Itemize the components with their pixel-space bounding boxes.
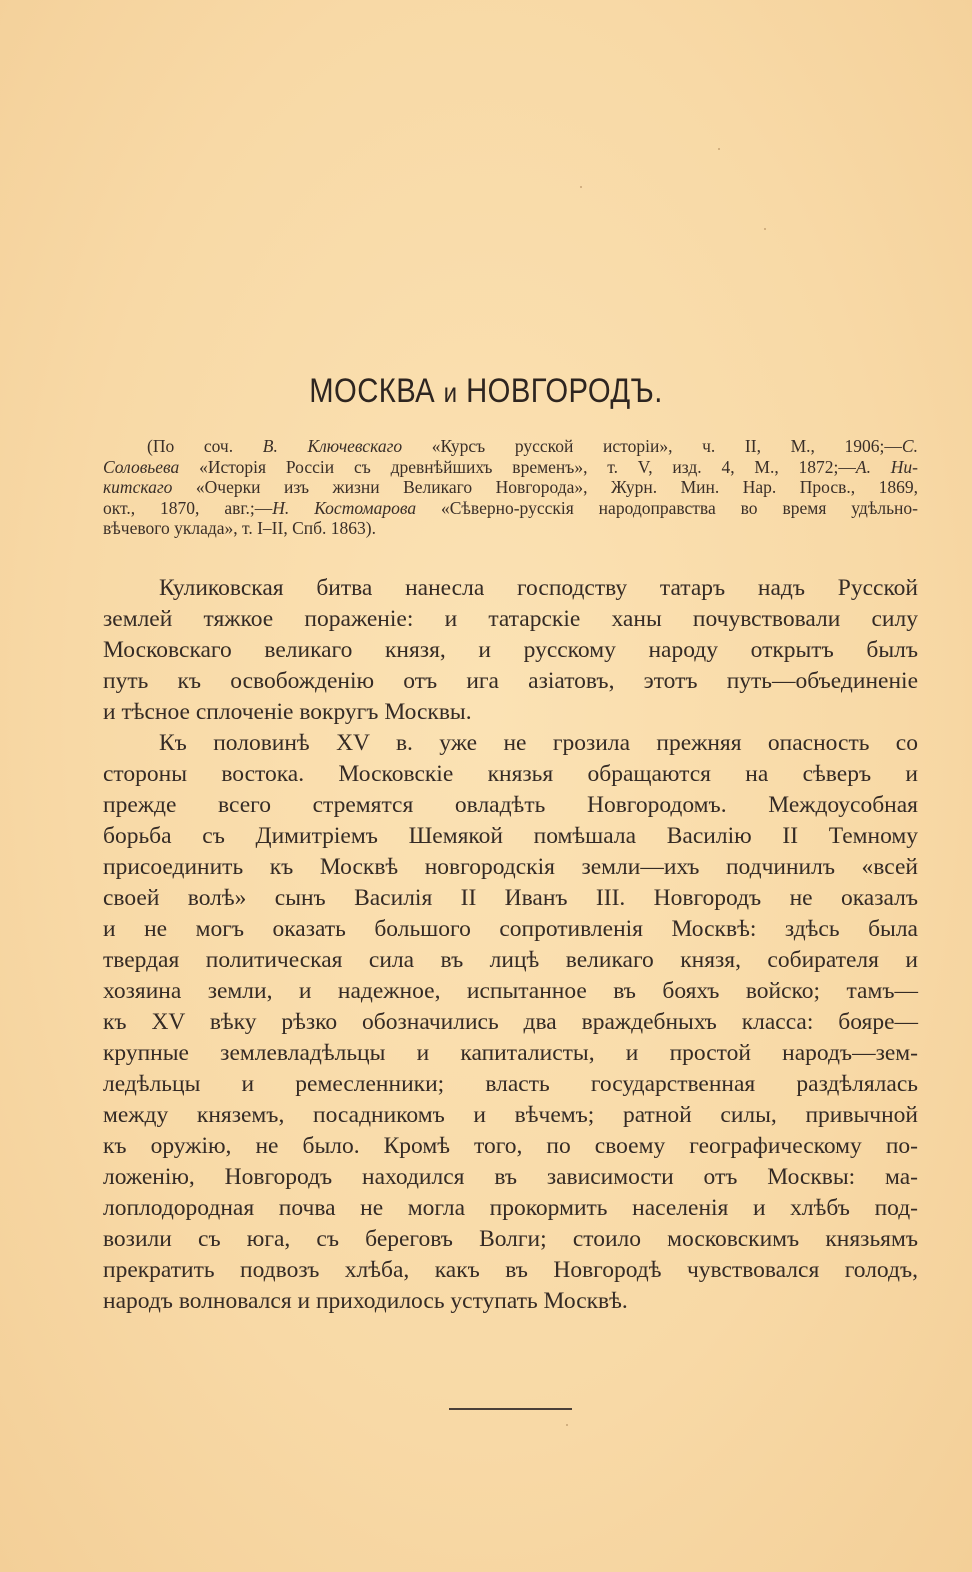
text-line: Къ половинѣ XV в. уже не грозила прежняя опасность со (159, 730, 918, 756)
text-line: стороны востока. Московскiе князья обращаются на сѣверъ и (103, 761, 918, 787)
text-line: къ оружiю, не было. Кромѣ того, по своему географическому по- (103, 1133, 918, 1159)
paper-speck (764, 228, 766, 230)
reference-text: «Сѣверно-русскiя народоправства во время удѣльно- (416, 497, 918, 518)
text-line: хозяина земли, и надежное, испытанное въ бояхъ войско; тамъ— (103, 978, 918, 1004)
reference-text: вѣчевого уклада», т. I–II, Спб. 1863). (103, 518, 376, 539)
text-line: и тѣсное сплоченiе вокругъ Москвы. (103, 699, 472, 725)
reference-author: китскаго (103, 477, 173, 498)
text-line: Московскаго великаго князя, и русскому народу открытъ былъ (103, 637, 918, 663)
text-line: прекратить подвозъ хлѣба, какъ въ Новгородѣ чувствовался голодъ, (103, 1257, 918, 1283)
title-word-moscow: МОСКВА (309, 372, 436, 410)
text-line: между княземъ, посадникомъ и вѣчемъ; ратной силы, привычной (103, 1102, 918, 1128)
text-line: крупные землевладѣльцы и капиталисты, и простой народъ—зем- (103, 1040, 918, 1066)
reference-line (103, 498, 918, 519)
reference-text: «Курсъ русской исторiи», ч. II, М., 1906;— (402, 436, 902, 456)
text-line: землей тяжкое пораженiе: и татарскiе ханы почувствовали силу (103, 606, 918, 632)
reference-author: С. (901, 436, 918, 456)
reference-line (103, 457, 918, 478)
reference-text: «Очерки изъ жизни Великаго Новгорода», Журн. Мин. Нар. Просв., 1869, (172, 477, 918, 498)
reference-author: Соловьева (103, 456, 180, 477)
reference-line (103, 436, 918, 457)
text-line: народъ волновался и приходилось уступать Москвѣ. (103, 1288, 628, 1314)
text-line: возили съ юга, съ береговъ Волги; стоило московскимъ князьямъ (103, 1226, 918, 1252)
text-line: присоединить къ Москвѣ новгородскiя земли—ихъ подчинилъ «всей (103, 854, 918, 880)
title-conjunction: и (443, 377, 458, 408)
text-line: прежде всего стремятся овладѣть Новгородомъ. Междоусобная (103, 792, 918, 818)
text-line: ложенiю, Новгородъ находился въ зависимости отъ Москвы: ма- (103, 1164, 918, 1190)
text-line: къ XV вѣку рѣзко обозначились два враждебныхъ класса: бояре— (103, 1009, 918, 1035)
text-line: своей волѣ» сынъ Василiя II Иванъ III. Новгородъ не оказалъ (103, 885, 918, 911)
paper-speck (566, 1424, 568, 1426)
text-line: твердая политическая сила въ лицѣ великаго князя, собирателя и (103, 947, 918, 973)
text-line: и не могъ оказать большого сопротивленiя Москвѣ: здѣсь была (103, 916, 918, 942)
text-line: ледѣльцы и ремесленники; власть государственная раздѣлялась (103, 1071, 918, 1097)
text-line: Куликовская битва нанесла господству татаръ надъ Русской (159, 575, 918, 601)
paper-speck (718, 148, 720, 150)
reference-author: В. Ключевскаго (262, 436, 403, 456)
title-word-novgorod: НОВГОРОДЪ. (466, 372, 663, 410)
paper-speck (580, 186, 582, 188)
main-text (103, 573, 918, 1317)
reference-text: (По соч. (147, 436, 263, 456)
text-line: борьба съ Димитрiемъ Шемякой помѣшала Василiю II Темному (103, 823, 918, 849)
text-line: путь къ освобожденiю отъ ига азiатовъ, этотъ путь—объединенiе (103, 668, 918, 694)
end-rule-divider (449, 1408, 572, 1410)
reference-author: Н. Костомарова (272, 497, 417, 518)
reference-line (103, 518, 918, 539)
reference-author: А. Ни- (855, 456, 918, 477)
reference-line (103, 477, 918, 498)
bibliographic-references (103, 436, 918, 539)
chapter-title (68, 372, 904, 411)
text-line: лоплодородная почва не могла прокормить населенiя и хлѣбъ под- (103, 1195, 918, 1221)
reference-text: «Исторiя Россiи съ древнѣйшихъ временъ», т. V, изд. 4, М., 1872;— (179, 456, 856, 477)
reference-text: окт., 1870, авг.;— (103, 497, 273, 518)
